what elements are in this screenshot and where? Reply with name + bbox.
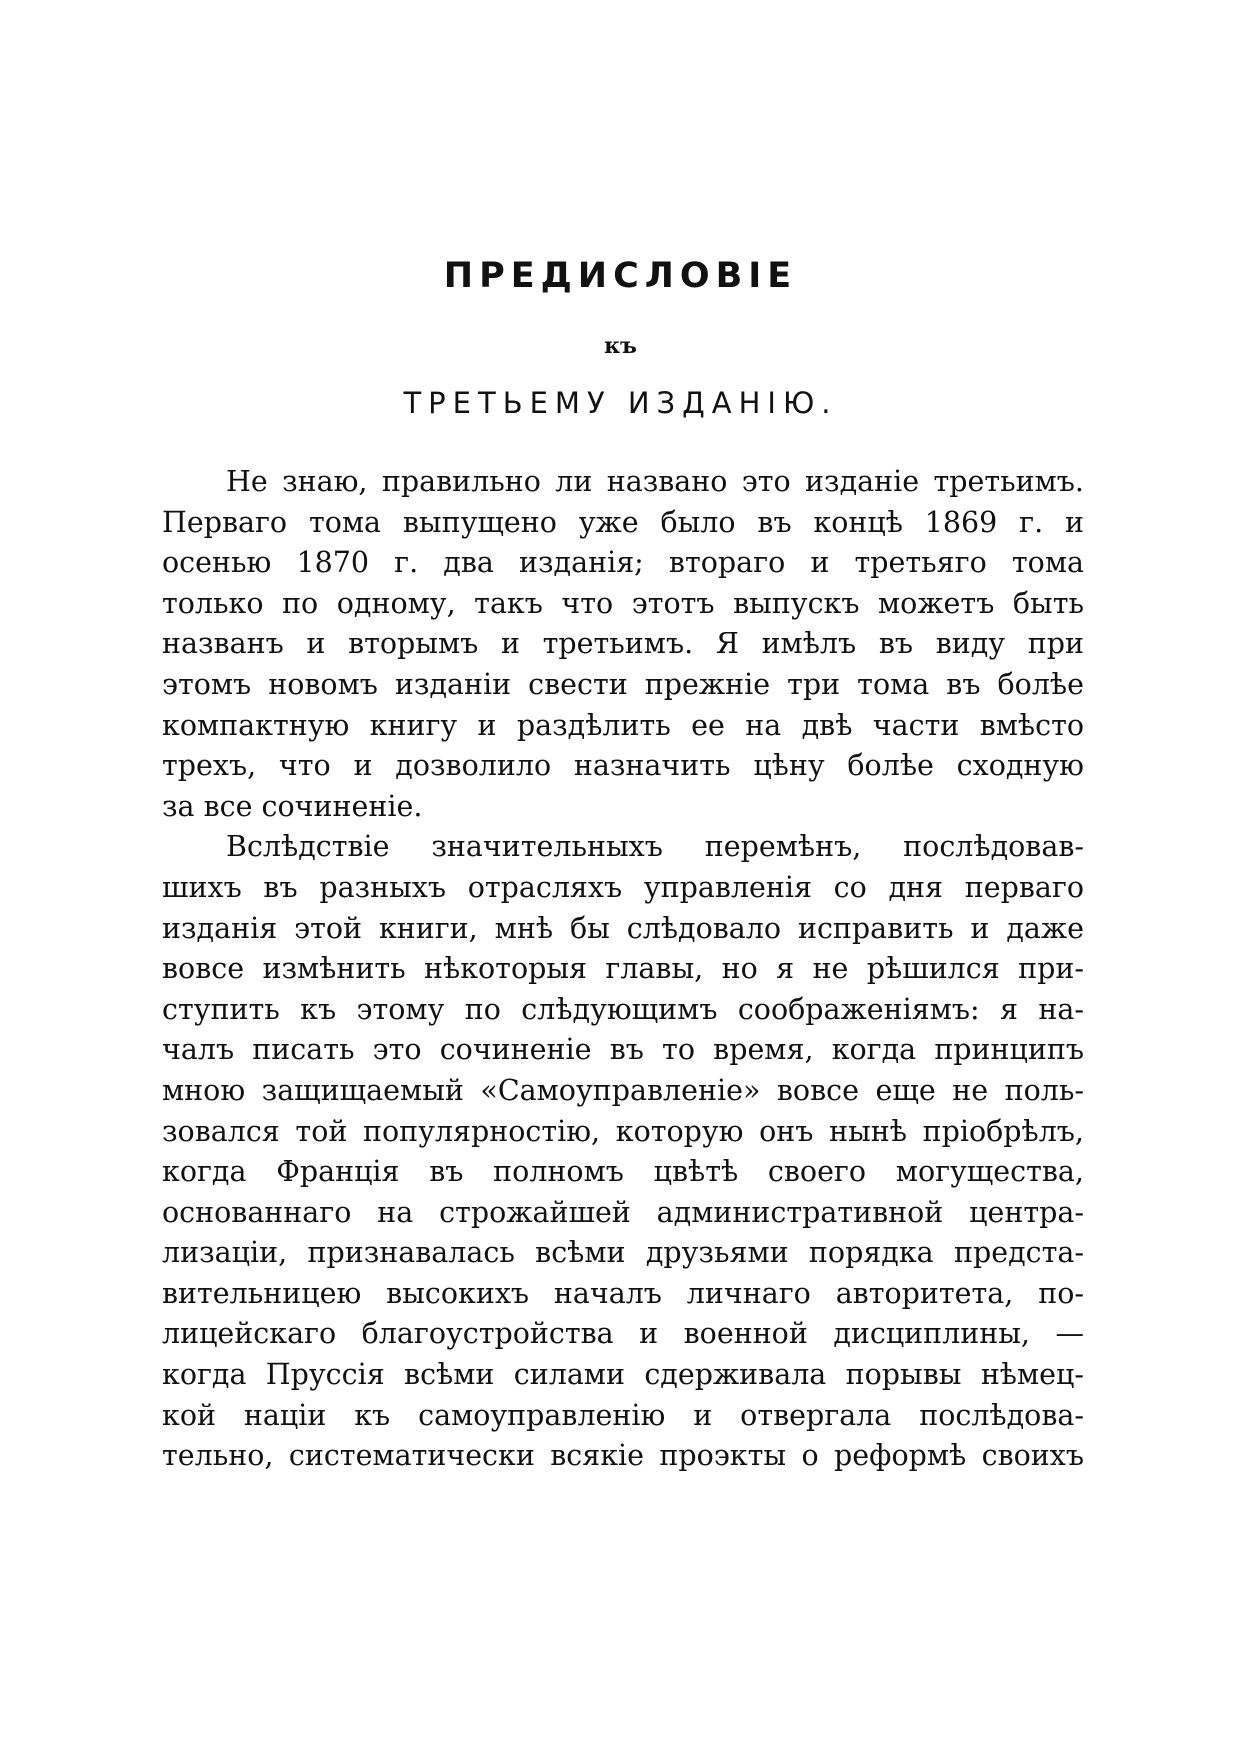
text-line: мною защищаемый «Самоуправленіе» вовсе еще не поль-: [162, 1073, 1084, 1107]
text-line: вовсе измѣнить нѣкоторыя главы, но я не рѣшился при-: [162, 952, 1084, 986]
text-line: трехъ, что и дозволило назначить цѣну болѣе сходную: [162, 749, 1084, 783]
text-line: шихъ въ разныхъ отрасляхъ управленія со дня перваго: [162, 870, 1084, 904]
text-line: когда Франція въ полномъ цвѣтѣ своего могущества,: [162, 1155, 1084, 1189]
text-line: чалъ писать это сочиненіе въ то время, когда принципъ: [162, 1033, 1084, 1067]
text-line: за все сочиненіе.: [162, 789, 423, 823]
text-line: ступить къ этому по слѣдующимъ соображеніямъ: я на-: [162, 992, 1084, 1026]
text-line: Перваго тома выпущено уже было въ концѣ 1869 г. и: [162, 505, 1084, 539]
page-title: ПРЕДИСЛОВІЕ: [443, 256, 798, 296]
text-line: компактную книгу и раздѣлить ее на двѣ части вмѣсто: [162, 708, 1084, 742]
text-line: лицейскаго благоустройства и военной дисциплины, —: [162, 1317, 1084, 1351]
text-line: тельно, систематически всякіе проэкты о реформѣ своихъ: [162, 1439, 1084, 1473]
text-line: Не знаю, правильно ли названо это изданіе третьимъ.: [226, 465, 1084, 498]
text-line: этомъ новомъ изданіи свести прежніе три тома въ болѣе: [162, 667, 1084, 701]
body-text: [162, 462, 1084, 1477]
text-line: кой націи къ самоуправленію и отвергала послѣдова-: [162, 1398, 1084, 1432]
text-line: лизаціи, признавалась всѣми друзьями порядка предста-: [162, 1236, 1084, 1270]
title-connector: къ: [604, 333, 637, 359]
text-line: осенью 1870 г. два изданія; втораго и третьяго тома: [162, 546, 1084, 580]
text-line: основаннаго на строжайшей административной центра-: [162, 1195, 1084, 1229]
text-line: только по одному, такъ что этотъ выпускъ можетъ быть: [162, 586, 1084, 620]
text-line: Вслѣдствіе значительныхъ перемѣнъ, послѣдовав-: [226, 830, 1084, 864]
text-line: изданія этой книги, мнѣ бы слѣдовало исправить и даже: [162, 911, 1084, 945]
text-line: когда Пруссія всѣми силами сдерживала порывы нѣмец-: [162, 1358, 1084, 1392]
text-line: вительницею высокихъ началъ личнаго авторитета, по-: [162, 1276, 1084, 1310]
page-subtitle: ТРЕТЬЕМУ ИЗДАНІЮ.: [403, 386, 838, 420]
text-line: зовался той популярностію, которую онъ нынѣ пріобрѣлъ,: [162, 1114, 1084, 1148]
text-line: названъ и вторымъ и третьимъ. Я имѣлъ въ виду при: [162, 627, 1084, 661]
